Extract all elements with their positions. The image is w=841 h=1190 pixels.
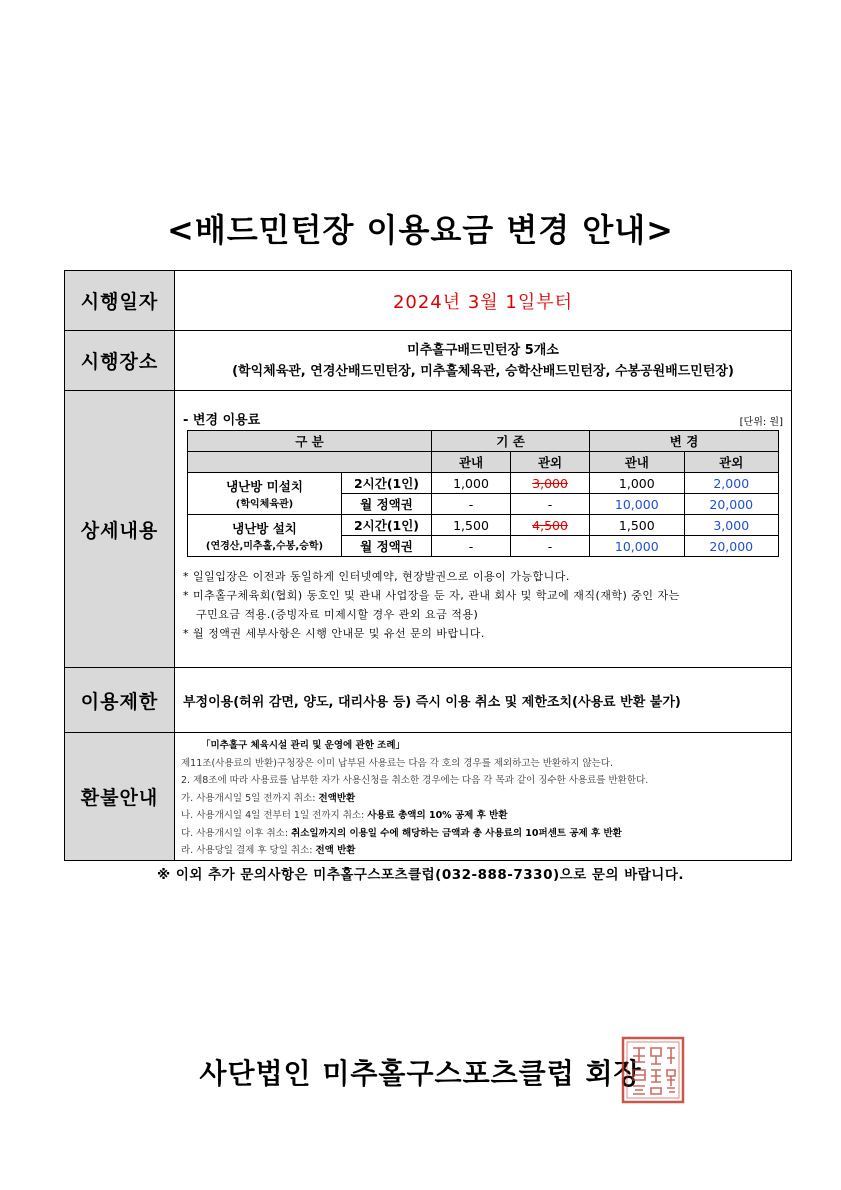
contact-footnote: ※ 이외 추가 문의사항은 미추홀구스포츠클럽(032-888-7330)으로 문의 바랍니다. [157,867,684,883]
fee-subheader-blank [188,452,432,473]
fee-new-in: 1,500 [590,515,684,536]
fee-new-out: 3,000 [684,515,778,536]
fee-subheader-row [188,452,779,473]
fee-sub-new-out: 관외 [684,452,778,473]
row-refund [65,733,792,861]
fee-new-in: 1,000 [590,473,684,494]
detail-head [183,409,783,428]
fee-old-out: 4,500 [511,515,590,536]
fee-old-in: - [432,494,511,515]
fee-old-in: 1,000 [432,473,511,494]
fee-table [187,430,779,557]
refund-line-text: 라. 사용당일 결제 후 당일 취소: [181,845,316,856]
fee-new-out: 20,000 [684,494,778,515]
notice-table [64,270,792,861]
row-place [65,331,792,391]
fee-group-old: 기 존 [432,431,590,452]
fee-old-in: - [432,536,511,557]
row-restrict [65,668,792,733]
official-seal-icon [621,1036,685,1104]
fee-old-out: - [511,536,590,557]
fee-category [188,515,342,557]
fee-new-in: 10,000 [590,536,684,557]
refund-cell [175,733,792,861]
page-title: <배드민턴장 이용요금 변경 안내> [167,211,674,249]
fee-type: 월 정액권 [342,494,432,515]
place-cell [175,331,792,391]
refund-line-text: 다. 사용개시일 이후 취소: [181,827,292,839]
fee-category-sub: (연경산,미추홀,수봉,승학) [205,541,324,552]
header-detail: 상세내용 [65,391,175,668]
refund-line-emphasis: 취소일까지의 이용일 수에 해당하는 금액과 총 사용료의 10퍼센트 공제 후 반환 [291,827,622,839]
fee-category [188,473,342,515]
fee-old-out: - [511,494,590,515]
refund-line [181,790,785,808]
fee-new-out: 20,000 [684,536,778,557]
effective-date: 2024년 3월 1일부터 [175,271,792,331]
fee-sub-old-in: 관내 [432,452,511,473]
refund-line-emphasis: 전액 반환 [315,845,356,856]
fee-type: 2시간(1인) [342,473,432,494]
refund-title: 「미추홀구 체육시설 관리 및 운영에 관한 조례」 [201,740,406,751]
row-detail [65,391,792,668]
notes [183,567,783,643]
note-item: * 미추홀구체육회(협회) 동호인 및 관내 사업장을 둔 자, 관내 회사 및 학교에 재직(재학) 중인 자는 [183,589,680,602]
refund-line: 2. 제8조에 따라 사용료를 납부한 자가 사용신청을 취소한 경우에는 다음 각 목과 같이 징수한 사용료를 반환한다. [181,775,649,786]
table-row [188,473,779,494]
fee-sub-old-out: 관외 [511,452,590,473]
place-line2: (학익체육관, 연경산배드민턴장, 미추홀체육관, 승학산배드민턴장, 수봉공원배드민턴장) [232,363,734,379]
fee-group-new: 변 경 [590,431,779,452]
fee-old-in: 1,500 [432,515,511,536]
refund-line [181,842,785,860]
refund-line [181,807,785,825]
fee-type: 월 정액권 [342,536,432,557]
fee-category-name: 냉난방 설치 [232,521,297,536]
detail-subtitle: - 변경 이용료 [183,413,261,428]
fee-header-row [188,431,779,452]
fee-old-out: 3,000 [511,473,590,494]
note-item: * 월 정액권 세부사항은 시행 안내문 및 유선 문의 바랍니다. [183,627,485,640]
refund-line-emphasis: 사용료 총액의 10% 공제 후 반환 [367,810,508,821]
header-date: 시행일자 [65,271,175,331]
refund-line-text: 나. 사용개시일 4일 전부터 1일 전까지 취소: [181,810,368,821]
refund-line-text: 가. 사용개시일 5일 전까지 취소: [181,792,319,804]
unit-label: [단위: 원] [739,417,783,428]
fee-col-category: 구 분 [188,431,432,452]
row-date [65,271,792,331]
fee-new-in: 10,000 [590,494,684,515]
refund-line [181,825,785,843]
note-item: 구민요금 적용.(증빙자료 미제시할 경우 관외 요금 적용) [196,608,479,621]
detail-cell [175,391,792,668]
header-place: 시행장소 [65,331,175,391]
header-restrict: 이용제한 [65,668,175,733]
table-row [188,515,779,536]
restrict-text: 부정이용(허위 감면, 양도, 대리사용 등) 즉시 이용 취소 및 제한조치(사용료 반환 불가) [175,668,792,733]
signature: 사단법인 미추홀구스포츠클럽 회장 [199,1057,642,1090]
fee-type: 2시간(1인) [342,515,432,536]
place-line1: 미추홀구배드민턴장 5개소 [407,342,559,358]
note-item: * 일일입장은 이전과 동일하게 인터넷예약, 현장발권으로 이용이 가능합니다. [183,570,570,583]
fee-category-name: 냉난방 미설치 [226,479,303,494]
header-refund: 환불안내 [65,733,175,861]
fee-sub-new-in: 관내 [590,452,684,473]
refund-line-emphasis: 전액반환 [318,792,356,804]
fee-new-out: 2,000 [684,473,778,494]
refund-line: 제11조(사용료의 반환)구청장은 이미 납부된 사용료는 다음 각 호의 경우를 제외하고는 반환하지 않는다. [181,757,613,769]
fee-category-sub: (학익체육관) [235,499,294,510]
